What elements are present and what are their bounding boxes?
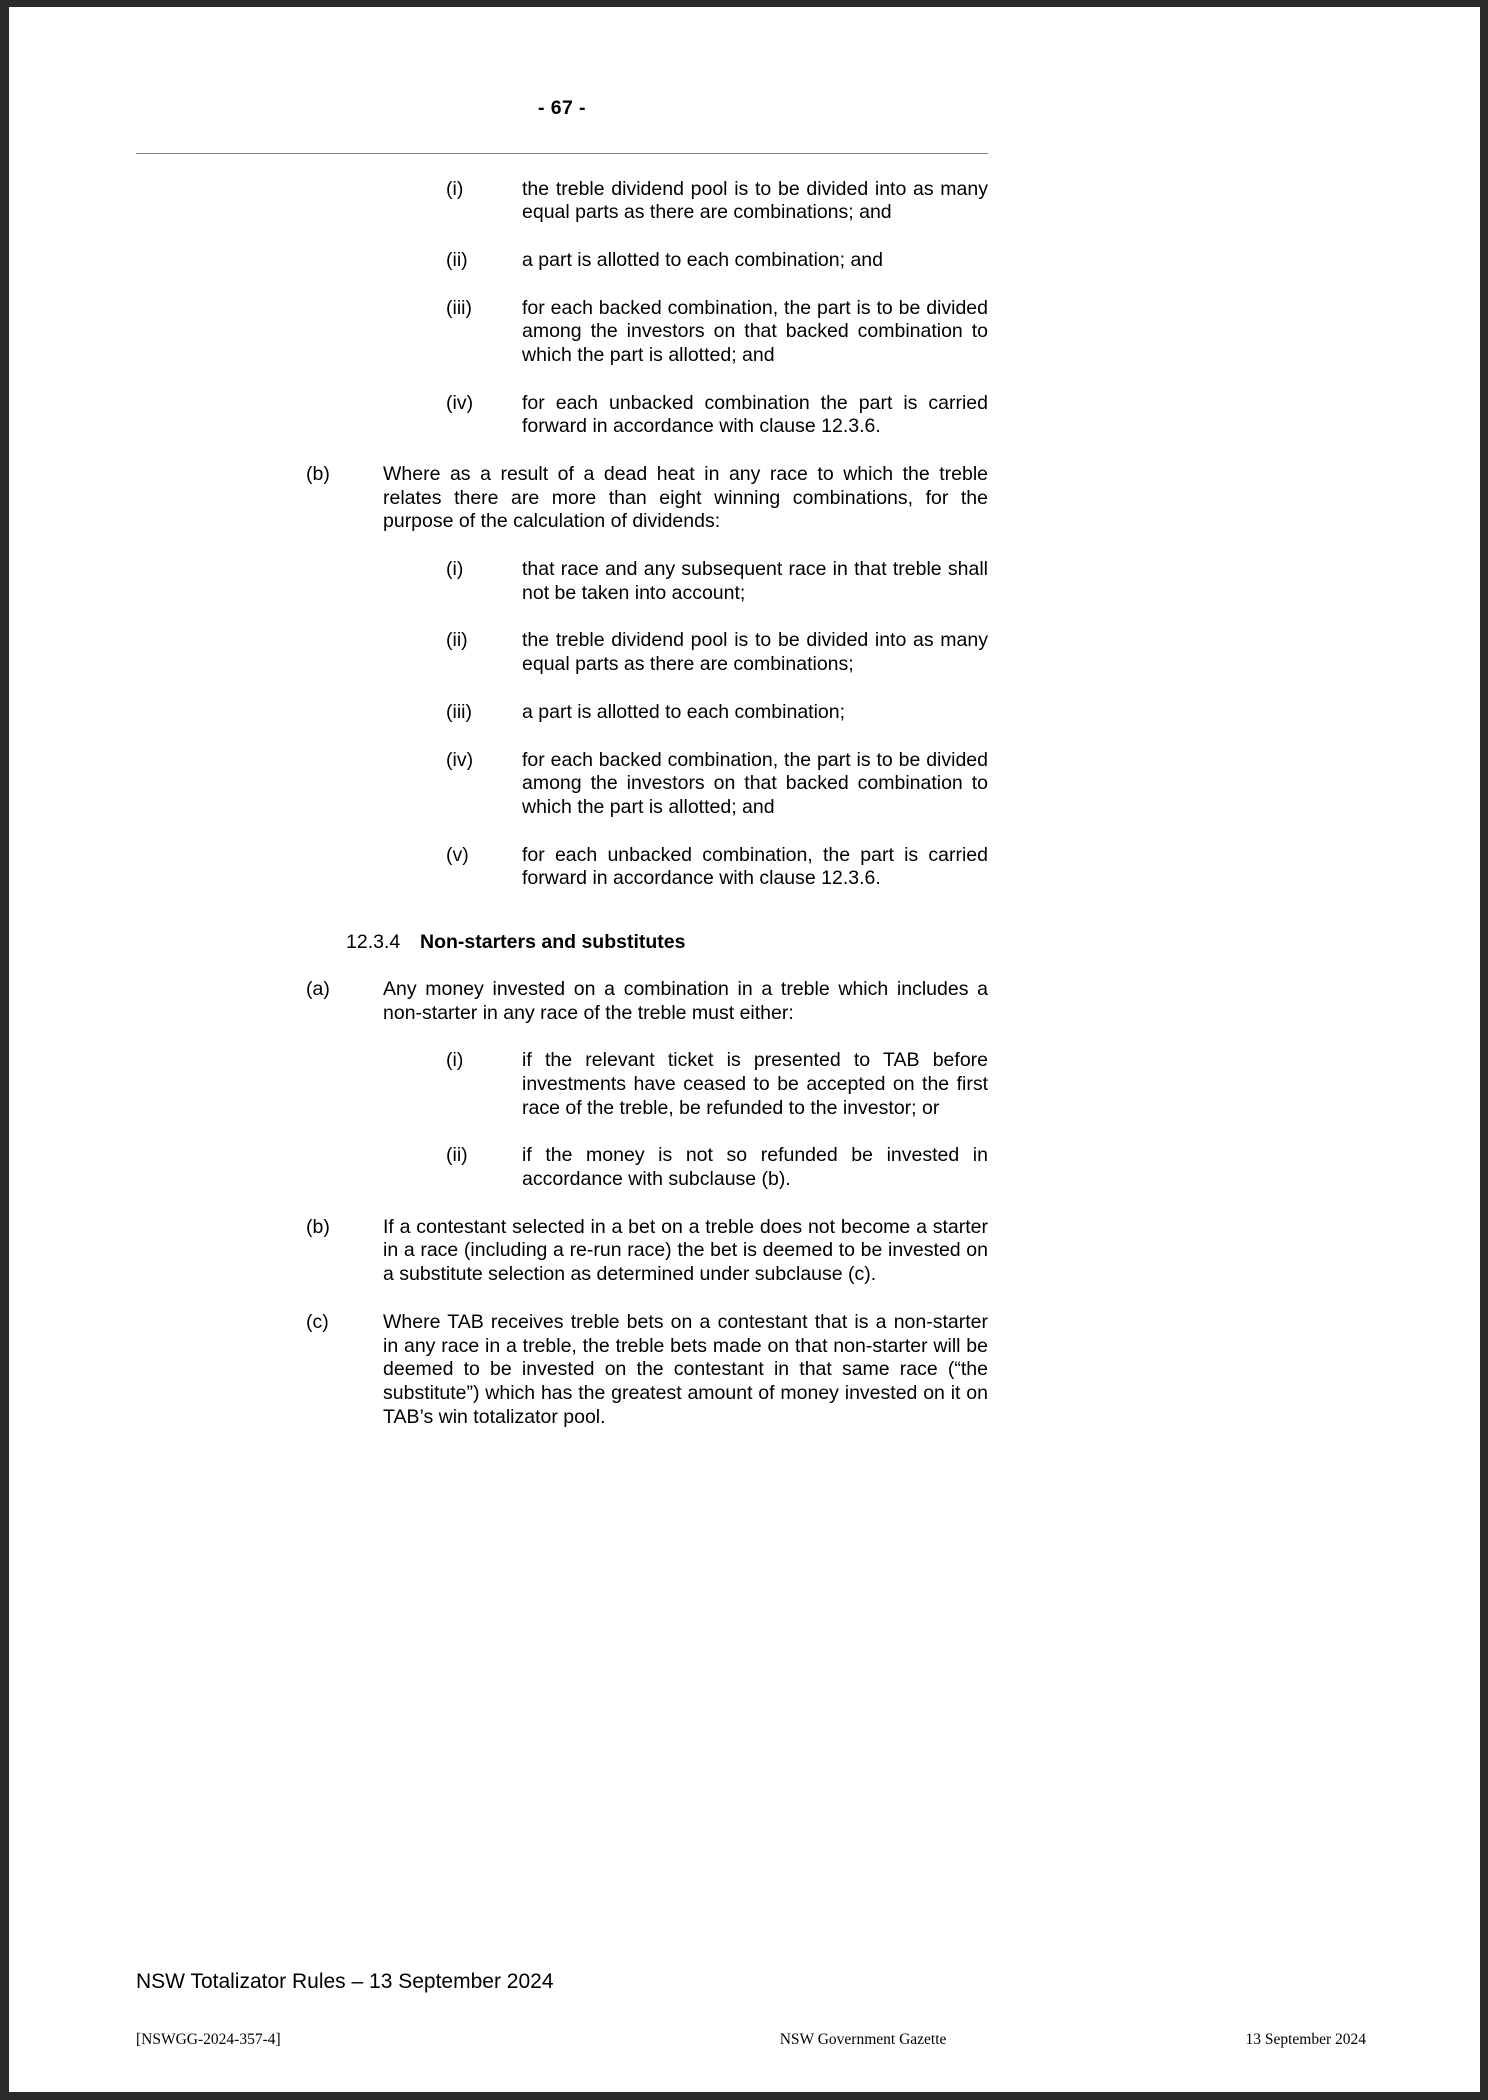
clause-item bbox=[136, 1144, 988, 1191]
clause-marker: (b) bbox=[306, 463, 330, 485]
clause-item bbox=[136, 463, 988, 534]
section-title: Non-starters and substitutes bbox=[420, 930, 686, 953]
clause-marker: (ii) bbox=[446, 248, 468, 271]
gazette-reference-id: [NSWGG-2024-357-4] bbox=[136, 2031, 281, 2048]
clause-text: if the relevant ticket is presented to TAB before investments have ceased to be accepted on the first race of the treble, be refunded to the investor; or bbox=[522, 1049, 988, 1119]
clause-text: for each backed combination, the part is to be divided among the investors on that backed combination to which the part is allotted; and bbox=[522, 296, 988, 366]
clause-text: for each backed combination, the part is to be divided among the investors on that backed combination to which the part is allotted; and bbox=[522, 748, 988, 818]
clause-marker: (ii) bbox=[446, 629, 468, 652]
clause-text: for each unbacked combination, the part is carried forward in accordance with clause 12.3.6. bbox=[522, 843, 988, 890]
clause-text: If a contestant selected in a bet on a treble does not become a starter in a race (including a re-run race) the bet is deemed to be invested on a substitute selection as determined under subclause (c). bbox=[383, 1215, 988, 1286]
clause-text: the treble dividend pool is to be divided into as many equal parts as there are combinations; and bbox=[522, 177, 988, 224]
clause-item bbox=[136, 1216, 988, 1287]
clause-item bbox=[136, 1311, 988, 1429]
clause-marker: (i) bbox=[446, 558, 464, 581]
clause-item bbox=[136, 749, 988, 820]
clause-item bbox=[136, 1049, 988, 1120]
clause-marker: (ii) bbox=[446, 1144, 468, 1167]
clause-text: that race and any subsequent race in that treble shall not be taken into account; bbox=[522, 558, 988, 604]
gazette-footer bbox=[136, 2031, 1366, 2049]
clause-item bbox=[136, 178, 988, 225]
clause-marker: (i) bbox=[446, 177, 464, 200]
clause-item bbox=[136, 392, 988, 439]
clause-marker: (iii) bbox=[446, 296, 472, 319]
page-content bbox=[136, 7, 988, 1429]
clause-marker: (c) bbox=[306, 1310, 329, 1333]
clause-item bbox=[136, 297, 988, 368]
clause-text: for each unbacked combination the part is carried forward in accordance with clause 12.3.6. bbox=[522, 391, 988, 438]
clause-text: a part is allotted to each combination; bbox=[522, 700, 846, 723]
gazette-date: 13 September 2024 bbox=[1245, 2031, 1366, 2048]
clause-item bbox=[136, 701, 988, 725]
clause-marker: (iv) bbox=[446, 748, 474, 771]
clause-text: if the money is not so refunded be invested in accordance with subclause (b). bbox=[522, 1144, 988, 1191]
document-footer-line: NSW Totalizator Rules – 13 September 2024 bbox=[136, 1970, 554, 1993]
clause-text: Where as a result of a dead heat in any race to which the treble relates there are more than eight winning combinations, for the purpose of the calculation of dividends: bbox=[383, 463, 988, 533]
clause-text: the treble dividend pool is to be divided into as many equal parts as there are combinations; bbox=[522, 629, 988, 676]
clause-item bbox=[136, 978, 988, 1025]
clause-text: Where TAB receives treble bets on a contestant that is a non-starter in any race in a treble, the treble bets made on that non-starter will be deemed to be invested on the contestant in that same race (“the substitute”) which has the greatest amount of money invested on it on TAB’s win totalizator pool. bbox=[383, 1310, 988, 1428]
clause-item bbox=[136, 629, 988, 676]
clause-marker: (i) bbox=[446, 1049, 464, 1072]
clause-item bbox=[136, 558, 988, 605]
section-heading bbox=[136, 931, 988, 954]
clause-text: Any money invested on a combination in a treble which includes a non-starter in any race of the treble must either: bbox=[383, 977, 988, 1024]
clause-marker: (b) bbox=[306, 1215, 330, 1238]
clause-item bbox=[136, 844, 988, 891]
page-sheet bbox=[9, 7, 1480, 2092]
clause-item bbox=[136, 249, 988, 273]
clause-marker: (iv) bbox=[446, 391, 474, 414]
clause-text: a part is allotted to each combination; and bbox=[522, 248, 883, 271]
gazette-publication-name: NSW Government Gazette bbox=[779, 2031, 947, 2048]
page-number: - 67 - bbox=[538, 97, 586, 119]
header-divider bbox=[136, 153, 988, 154]
clause-marker: (a) bbox=[306, 977, 330, 1000]
clause-marker: (v) bbox=[446, 843, 469, 866]
clause-marker: (iii) bbox=[446, 700, 472, 723]
section-number: 12.3.4 bbox=[346, 930, 401, 953]
